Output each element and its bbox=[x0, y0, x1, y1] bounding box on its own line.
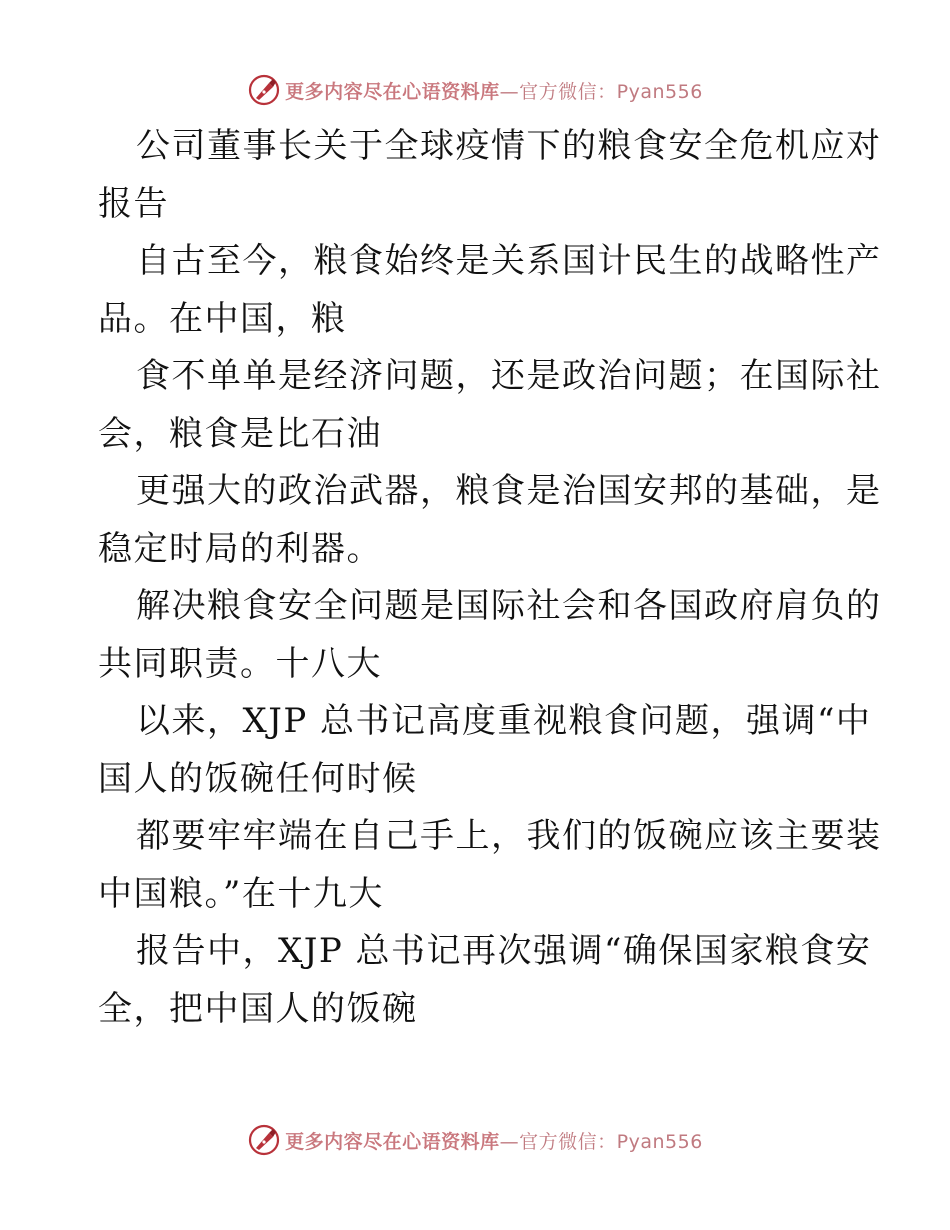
text-line: 稳定时局的利器。 bbox=[98, 528, 382, 569]
text-line: 国人的饭碗任何时候 bbox=[98, 758, 418, 799]
text-line: 品。在中国，粮 bbox=[98, 298, 347, 339]
text-line: 更强大的政治武器，粮食是治国安邦的基础，是 bbox=[136, 471, 882, 511]
footer-watermark-banner bbox=[0, 1120, 950, 1160]
header-brand-text: 更多内容尽在心语资料库 bbox=[285, 80, 500, 103]
text-line: 报告中，XJP 总书记再次强调“确保国家粮食安 bbox=[136, 931, 872, 971]
footer-wechat-text: —官方微信：Pyan556 bbox=[499, 1130, 703, 1153]
document-body bbox=[98, 118, 882, 1038]
pen-nib-logo-icon bbox=[247, 1123, 281, 1157]
text-line: 共同职责。十八大 bbox=[98, 643, 382, 684]
text-line: 会，粮食是比石油 bbox=[98, 413, 382, 454]
text-line: 中国粮。”在十九大 bbox=[98, 873, 384, 914]
text-line: 公司董事长关于全球疫情下的粮食安全危机应对 bbox=[136, 126, 882, 166]
pen-nib-logo-icon bbox=[247, 73, 281, 107]
text-line: 食不单单是经济问题，还是政治问题；在国际社 bbox=[136, 356, 882, 396]
header-wechat-text: —官方微信：Pyan556 bbox=[499, 80, 703, 103]
text-line: 全，把中国人的饭碗 bbox=[98, 988, 418, 1029]
footer-brand-text: 更多内容尽在心语资料库 bbox=[285, 1130, 500, 1153]
text-line: 以来，XJP 总书记高度重视粮食问题，强调“中 bbox=[136, 701, 872, 741]
text-line: 自古至今，粮食始终是关系国计民生的战略性产 bbox=[136, 241, 882, 281]
text-line: 解决粮食安全问题是国际社会和各国政府肩负的 bbox=[136, 586, 882, 626]
text-line: 都要牢牢端在自己手上，我们的饭碗应该主要装 bbox=[136, 816, 882, 856]
text-line: 报告 bbox=[98, 183, 169, 224]
header-watermark-banner bbox=[0, 70, 950, 110]
